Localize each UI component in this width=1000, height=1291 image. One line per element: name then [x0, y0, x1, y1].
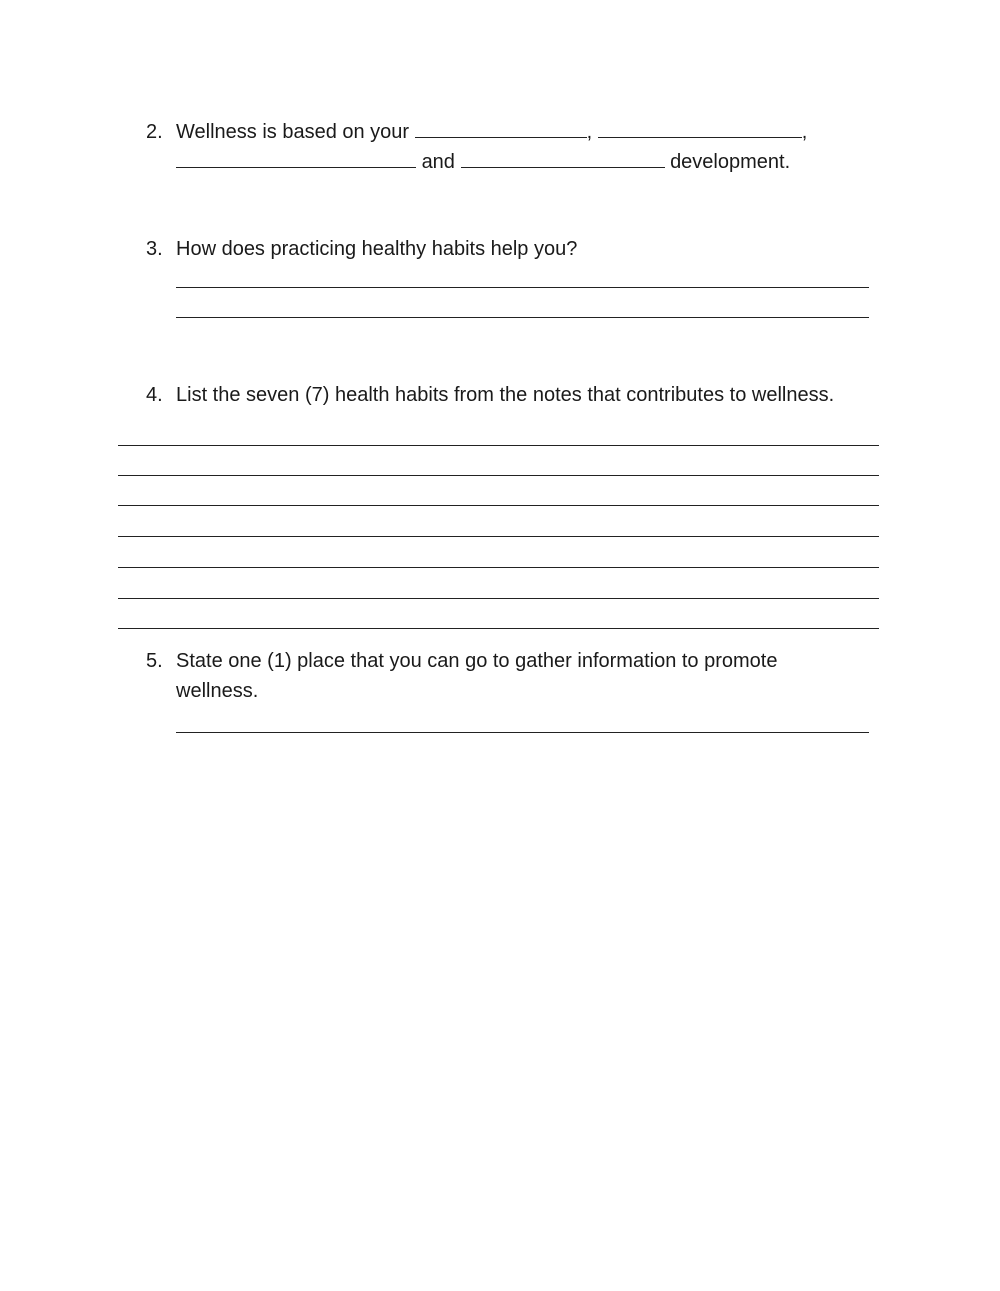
question-2	[146, 117, 886, 177]
question-5-line-1	[146, 646, 886, 676]
question-4-number: 4.	[146, 384, 163, 406]
answer-line-q4-1[interactable]	[118, 445, 879, 446]
comma: ,	[586, 121, 593, 143]
question-3-text: How does practicing healthy habits help you?	[176, 238, 578, 260]
and-word: and	[421, 151, 455, 173]
question-5	[146, 646, 886, 706]
question-5-number: 5.	[146, 650, 163, 672]
answer-line-q4-3[interactable]	[118, 505, 879, 506]
question-2-text: Wellness is based on your	[176, 121, 410, 143]
comma: ,	[801, 121, 808, 143]
answer-blank-2[interactable]	[598, 118, 802, 138]
answer-line-q3-2[interactable]	[176, 317, 869, 318]
answer-blank-1[interactable]	[415, 118, 587, 138]
question-3-line	[146, 234, 886, 264]
answer-blank-3[interactable]	[176, 148, 416, 168]
question-5-line-2	[146, 676, 886, 706]
answer-line-q4-5[interactable]	[118, 567, 879, 568]
question-2-line-2	[146, 147, 886, 177]
answer-blank-4[interactable]	[461, 148, 665, 168]
question-4-line	[146, 380, 886, 410]
answer-line-q4-2[interactable]	[118, 475, 879, 476]
answer-line-q4-6[interactable]	[118, 598, 879, 599]
question-3	[146, 234, 886, 264]
answer-line-q5-1[interactable]	[176, 732, 869, 733]
answer-line-q3-1[interactable]	[176, 287, 869, 288]
development-word: development.	[670, 151, 791, 173]
answer-line-q4-7[interactable]	[118, 628, 879, 629]
question-4	[146, 380, 886, 410]
question-4-text: List the seven (7) health habits from the notes that contributes to wellness.	[176, 384, 835, 406]
question-5-text-line-2: wellness.	[176, 680, 259, 702]
question-3-number: 3.	[146, 238, 163, 260]
answer-line-q4-4[interactable]	[118, 536, 879, 537]
question-5-text-line-1: State one (1) place that you can go to gather information to promote	[176, 650, 778, 672]
question-2-line-1	[146, 117, 886, 147]
question-2-number: 2.	[146, 121, 163, 143]
